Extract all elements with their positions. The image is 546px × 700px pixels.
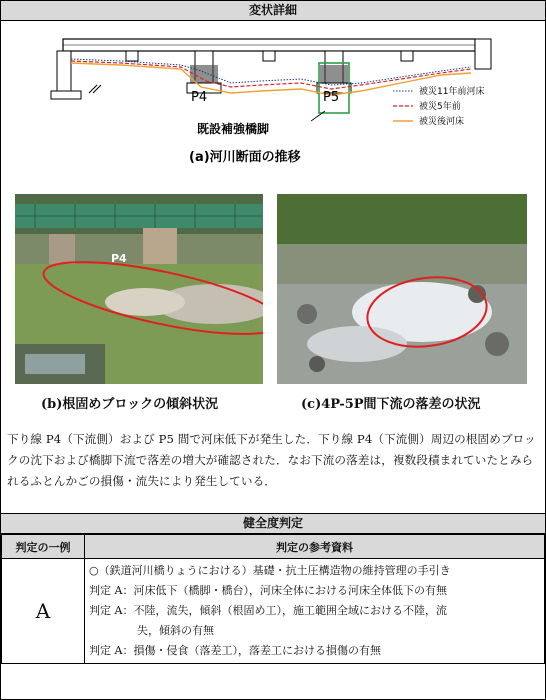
caption-river-section: (a)河川断面の推移 (189, 150, 301, 165)
reference-line: 判定 A：不陸，流失，傾斜（根固め工），施工範囲全域における不陸，流 (89, 604, 447, 617)
photo-label-p4: P4 (111, 252, 127, 265)
col-header-reference: 判定の参考資料 (85, 535, 545, 559)
col-header-example: 判定の一例 (2, 535, 85, 559)
section-header-deformation: 変状詳細 (1, 1, 545, 21)
photo-root-protection-blocks (15, 194, 263, 384)
reference-line: 判定 A：損傷・侵食（落差工），落差工における損傷の有無 (89, 644, 381, 657)
section-header-health: 健全度判定 (1, 513, 545, 534)
callout-reinforced-pier: 既設補強橋脚 (197, 122, 270, 136)
river-section-diagram (1, 21, 545, 171)
reference-line: 失，傾斜の有無 (137, 624, 214, 637)
legend-item-5y: 被災5年前 (419, 102, 461, 112)
grade-value: A (2, 559, 85, 664)
table-row (2, 559, 545, 664)
pier-label-p5: P5 (323, 90, 340, 105)
caption-photo-c: (c)4P-5P間下流の落差の状況 (301, 397, 481, 412)
reference-list (85, 559, 545, 664)
riverbed-after-line (71, 63, 471, 95)
legend (393, 85, 484, 127)
table-header-row (2, 535, 545, 559)
legend-item-after: 被災後河床 (419, 117, 465, 127)
photo-downstream-drop (277, 194, 527, 384)
reference-line: 判定 A：河床低下（橋脚・橋台），河床全体における河床全体低下の有無 (89, 584, 447, 597)
health-judgment-table (1, 534, 545, 664)
caption-photo-b: (b)根固めブロックの傾斜状況 (41, 397, 219, 412)
reference-line: ○（鉄道河川橋りょうにおける）基礎・抗土圧構造物の維持管理の手引き (89, 564, 451, 577)
pier-label-p4: P4 (191, 90, 208, 105)
deformation-description: 下り線 P4（下流側）および P5 間で河床低下が発生した．下り線 P4（下流側）周辺の根固めブロックの沈下および橋脚下流で落差の増大が確認された．なお下流の落差は，複数段積まれていたとみられるふとんかごの損傷・流失により発生している． (7, 432, 536, 488)
legend-item-11y: 被災11年前河床 (419, 87, 485, 97)
